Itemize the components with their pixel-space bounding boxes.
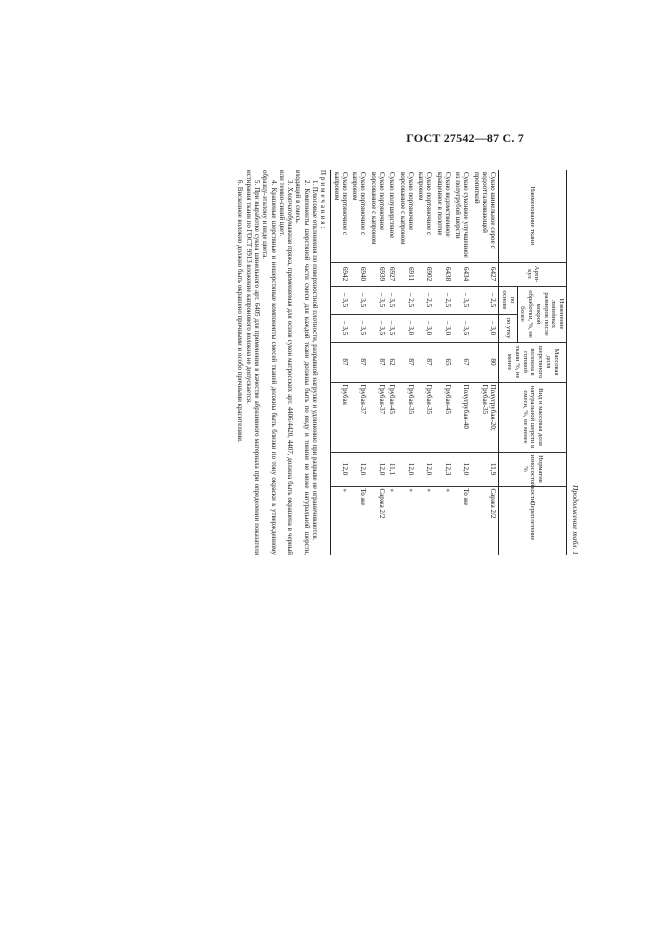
- table-row: [453, 170, 472, 555]
- cell-article: 6940: [350, 262, 369, 286]
- cell-warp: – 2,5: [397, 286, 416, 314]
- cell-article: 6902: [416, 262, 435, 286]
- cell-name: Сукно портяночное ворсованное с капроном: [397, 170, 416, 262]
- rotated-content: [155, 170, 579, 555]
- rotated-table-area: [155, 170, 579, 555]
- note-item: 1. Плюсовые отклонения по поверхностной плотности, разрывной нагрузке и удлинению при разрыве не ограничиваются.: [311, 180, 319, 541]
- cell-weave: Саржа 2/2: [368, 486, 387, 555]
- cell-mass: 87: [350, 342, 369, 382]
- cell-fiber: Грубая-35: [416, 382, 435, 452]
- cell-warp: – 3,5: [350, 286, 369, 314]
- cell-article: 6939: [368, 262, 387, 286]
- cell-fiber: Грубая-37: [368, 382, 387, 452]
- cell-norm: 11,9: [471, 452, 498, 486]
- cell-fiber: Грубая-37: [350, 382, 369, 452]
- col-weft-header: по утку: [499, 314, 518, 342]
- cell-weave: »: [416, 486, 435, 555]
- cell-norm: 12,0: [453, 452, 472, 486]
- table-row: [387, 170, 397, 555]
- cell-mass: 87: [416, 342, 435, 382]
- cell-weft: – 3,5: [453, 314, 472, 342]
- cell-fiber: Грубая-35: [397, 382, 416, 452]
- cell-weft: – 3,5: [350, 314, 369, 342]
- cell-warp: – 3,5: [331, 286, 350, 314]
- cell-name: Сукно портяночное с капроном: [350, 170, 369, 262]
- table-row: [397, 170, 416, 555]
- note-item: 2. Компоненты шерстяной части смеси для каждой ткани должны быть по виду и тонине не ниже натуральной шерсти, входящей в смесь.: [294, 170, 310, 555]
- cell-warp: – 3,5: [368, 286, 387, 314]
- note-item: 3. Хлопчатобумажная пряжа, применяемая для основ сукон матросских арт. 4406/4420, 4407, должна быть окрашена в черный или темно-синий цвет.: [277, 170, 294, 555]
- table-row: [350, 170, 369, 555]
- cell-fiber: Полугрубая-20; Грубая-35: [471, 382, 498, 452]
- cell-fiber: Грубая-45: [434, 382, 453, 452]
- col-name-header: Наименование ткани: [499, 170, 567, 262]
- cell-article: 6942: [331, 262, 350, 286]
- note-item: 4. Крашеные шерстяные и нешерстяные компоненты смесей тканей должны быть близки по тону окраски к утвержденному образцу-эталону и виде цвета.: [261, 170, 277, 555]
- cell-article: 6927: [387, 262, 397, 286]
- table-row: [434, 170, 453, 555]
- cell-norm: 12,3: [434, 452, 453, 486]
- cell-name: Сукно портяночное с капроном: [416, 170, 435, 262]
- cell-weave: Саржа 2/2: [471, 486, 498, 555]
- cell-article: 6434: [453, 262, 472, 286]
- cell-article: 6438: [434, 262, 453, 286]
- table-row: [331, 170, 350, 555]
- cell-warp: – 3,5: [453, 286, 472, 314]
- col-fiber-header: Вид и массовая доля натуральной шерсти в смеси, %, не менее: [499, 382, 567, 452]
- table-row: [471, 170, 498, 555]
- cell-fiber: Полугрубая-40: [453, 382, 472, 452]
- cell-mass: 87: [397, 342, 416, 382]
- cell-weave: То же: [350, 486, 369, 555]
- cell-weft: – 3,5: [331, 314, 350, 342]
- cell-weft: – 3,5: [387, 314, 397, 342]
- col-norm-header: Норматив износостойкости, %: [499, 452, 567, 486]
- cell-mass: 87: [368, 342, 387, 382]
- cell-mass: 87: [331, 342, 350, 382]
- cell-article: 6427: [471, 262, 498, 286]
- cell-name: Сукно шинельное серое с водоотталкивающей пропиткой: [471, 170, 498, 262]
- cell-mass: 67: [453, 342, 472, 382]
- fabric-table: [330, 170, 567, 555]
- cell-weft: – 3,0: [471, 314, 498, 342]
- table-row: [416, 170, 435, 555]
- cell-name: Сукно портяночное ворсованное с капроном: [368, 170, 387, 262]
- cell-fiber: Грубая-45: [387, 382, 397, 452]
- cell-weft: – 3,0: [397, 314, 416, 342]
- cell-name: Сукно портяночное с капроном: [331, 170, 350, 262]
- cell-norm: 12,0: [331, 452, 350, 486]
- cell-weave: То же: [453, 486, 472, 555]
- cell-name: Сукно полушерстяное: [387, 170, 397, 262]
- cell-norm: 12,0: [350, 452, 369, 486]
- cell-norm: 12,0: [368, 452, 387, 486]
- cell-mass: 80: [471, 342, 498, 382]
- note-item: 5. При выработке сукна шинельного арт. 6405 для применения в качестве абразивного материала при определении показателя истирания ткани по ГОСТ 9913 вложение капронового волокна не допускается.: [244, 170, 261, 555]
- notes: [235, 170, 326, 555]
- cell-warp: – 2,5: [471, 286, 498, 314]
- cell-norm: 12,0: [397, 452, 416, 486]
- col-article-header: Арти-кул: [499, 262, 567, 286]
- cell-weave: »: [387, 486, 397, 555]
- cell-mass: 62: [387, 342, 397, 382]
- page-header: ГОСТ 27542—87 С. 7: [406, 131, 524, 145]
- cell-norm: 11,1: [387, 452, 397, 486]
- col-change-header: Изменение линейных размеров после мокрой обработки, %, не более: [517, 286, 567, 342]
- cell-weft: – 3,5: [368, 314, 387, 342]
- cell-fiber: Грубая: [331, 382, 350, 452]
- col-weave-header: Переплетение: [499, 486, 567, 555]
- cell-warp: – 3,5: [387, 286, 397, 314]
- col-mass-header: Массовая доля шерстяного волокна в готовой ткани %, не менее: [499, 342, 567, 382]
- cell-article: 6911: [397, 262, 416, 286]
- cell-name: Сукно ведомственное кращенное в полотне: [434, 170, 453, 262]
- cell-norm: 12,0: [416, 452, 435, 486]
- cell-warp: – 2,5: [416, 286, 435, 314]
- cell-weave: »: [331, 486, 350, 555]
- continuation-label: Продолжение табл. 1: [571, 485, 580, 555]
- cell-weft: – 3,0: [434, 314, 453, 342]
- cell-mass: 65: [434, 342, 453, 382]
- cell-weft: – 3,0: [416, 314, 435, 342]
- cell-weave: »: [397, 486, 416, 555]
- table-row: [368, 170, 387, 555]
- cell-weave: »: [434, 486, 453, 555]
- cell-name: Сукно суконное улучшенное из полугрубой шерсти: [453, 170, 472, 262]
- col-warp-header: по основе: [499, 286, 518, 314]
- notes-heading: Примечания:: [319, 170, 327, 231]
- cell-warp: – 2,5: [434, 286, 453, 314]
- note-item: 6. Вискозное волокно должно быть окрашено прочными и особо прочными красителями.: [236, 180, 244, 443]
